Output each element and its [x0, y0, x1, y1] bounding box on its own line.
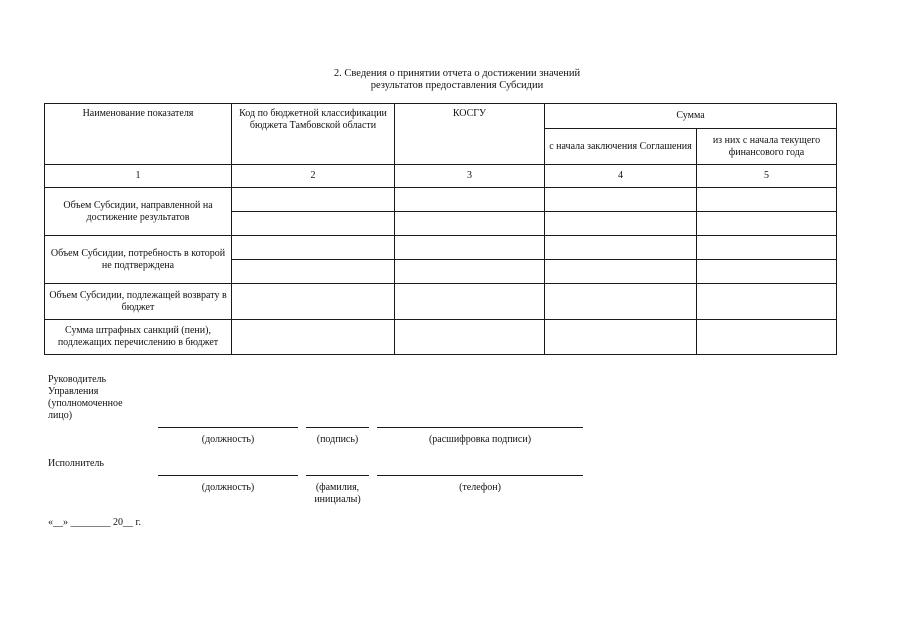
head-label-line3: (уполномоченное — [48, 398, 123, 409]
subsidy-report-table — [44, 103, 837, 355]
section-title — [0, 68, 902, 92]
head-label — [48, 374, 123, 422]
head-caption-signature: (подпись) — [316, 434, 359, 445]
table-cell — [697, 212, 837, 236]
row-label-penalties: Сумма штрафных санкций (пени), подлежащих перечислению в бюджет — [45, 320, 232, 355]
table-cell — [395, 260, 545, 284]
table-cell — [232, 260, 395, 284]
section-title-line1: 2. Сведения о принятии отчета о достижении значений — [333, 68, 581, 79]
table-cell — [395, 284, 545, 320]
header-name: Наименование показателя — [45, 104, 232, 165]
head-signature-line — [306, 427, 369, 428]
head-label-line1: Руководитель — [48, 374, 107, 385]
table-cell — [232, 188, 395, 212]
column-number-5: 5 — [697, 165, 837, 188]
table-cell — [232, 320, 395, 355]
table-cell — [545, 212, 697, 236]
header-sum-from-start: с начала заключения Соглашения — [545, 129, 697, 165]
table-cell — [545, 188, 697, 212]
table-cell — [395, 320, 545, 355]
row-label-unconfirmed: Объем Субсидии, потребность в которой не подтверждена — [45, 236, 232, 284]
header-budget-code: Код по бюджетной классификации бюджета Тамбовской области — [232, 104, 395, 165]
exec-caption-position: (должность) — [201, 482, 255, 493]
row-label-directed: Объем Субсидии, направленной на достижение результатов — [45, 188, 232, 236]
exec-phone-line — [377, 475, 583, 476]
exec-caption-name — [302, 482, 373, 506]
table-cell — [697, 236, 837, 260]
table-cell — [232, 284, 395, 320]
column-number-3: 3 — [395, 165, 545, 188]
table-cell — [545, 260, 697, 284]
table-cell — [697, 284, 837, 320]
table-cell — [395, 188, 545, 212]
header-kosgu: КОСГУ — [395, 104, 545, 165]
header-sum: Сумма — [545, 104, 837, 129]
executor-label: Исполнитель — [48, 458, 104, 469]
head-position-line — [158, 427, 298, 428]
header-sum-current-year: из них с начала текущего финансового года — [697, 129, 837, 165]
section-title-line2: результатов предоставления Субсидии — [370, 80, 544, 91]
table-cell — [545, 320, 697, 355]
head-label-line4: лицо) — [48, 410, 73, 421]
date-line: «__» ________ 20__ г. — [48, 517, 141, 528]
row-label-refund: Объем Субсидии, подлежащей возврату в бюджет — [45, 284, 232, 320]
column-number-4: 4 — [545, 165, 697, 188]
head-caption-position: (должность) — [201, 434, 255, 445]
exec-caption-phone: (телефон) — [459, 482, 501, 493]
table-cell — [395, 212, 545, 236]
column-number-2: 2 — [232, 165, 395, 188]
table-cell — [545, 236, 697, 260]
table-cell — [232, 212, 395, 236]
column-number-1: 1 — [45, 165, 232, 188]
table-cell — [395, 236, 545, 260]
exec-name-line — [306, 475, 369, 476]
table-cell — [232, 236, 395, 260]
head-decoding-line — [377, 427, 583, 428]
exec-caption-name-line2: инициалы) — [314, 494, 361, 505]
table-cell — [697, 320, 837, 355]
exec-position-line — [158, 475, 298, 476]
exec-caption-name-line1: (фамилия, — [315, 482, 360, 493]
table-cell — [697, 260, 837, 284]
table-cell — [697, 188, 837, 212]
head-caption-decoding: (расшифровка подписи) — [428, 434, 532, 445]
table-cell — [545, 284, 697, 320]
head-label-line2: Управления — [48, 386, 99, 397]
